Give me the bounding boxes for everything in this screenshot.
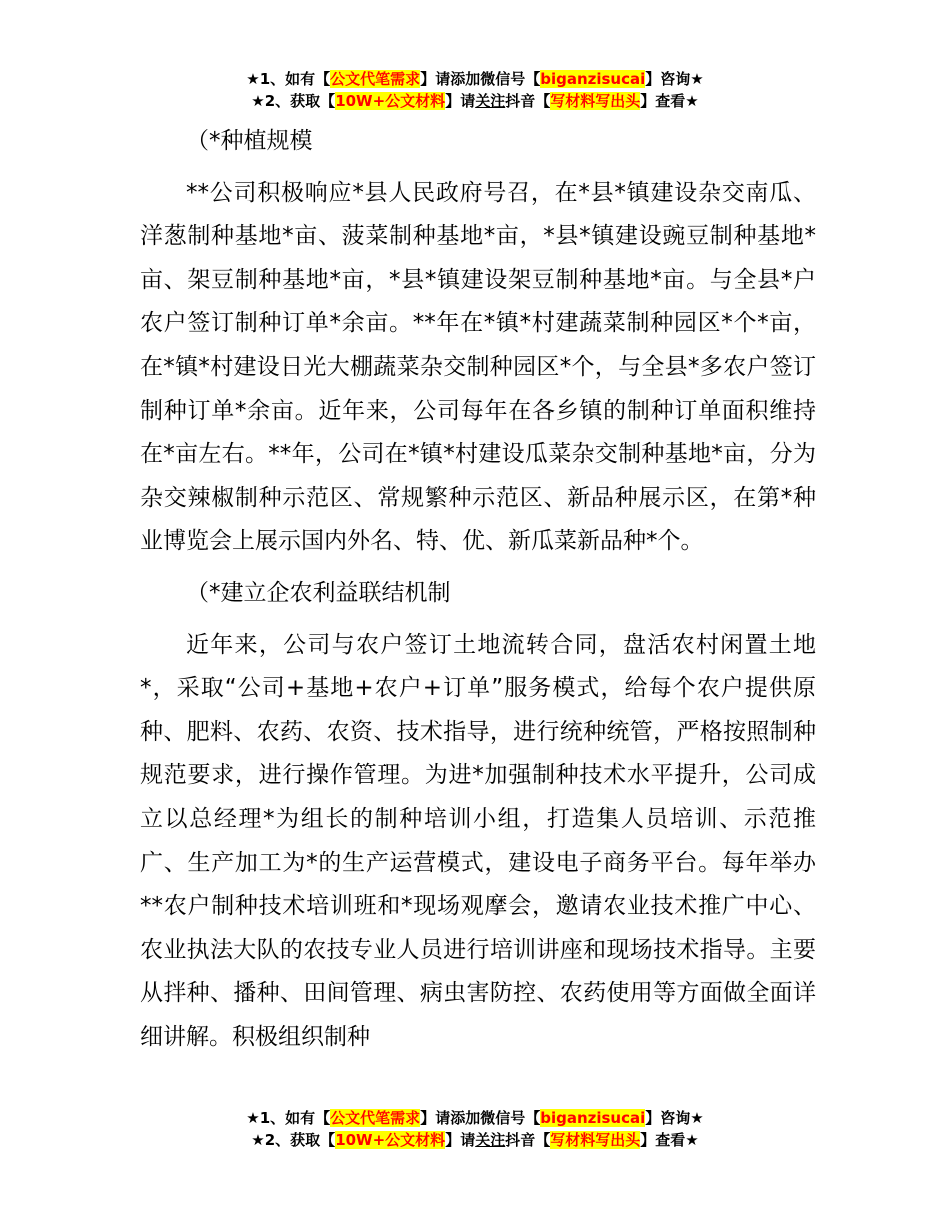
banner-text: 】查看★ bbox=[640, 1131, 699, 1149]
document-body bbox=[140, 120, 816, 1059]
banner-line-2 bbox=[0, 1129, 950, 1151]
banner-text: ★1、如有【 bbox=[246, 70, 331, 88]
banner-highlight: 写材料写出头 bbox=[550, 1131, 641, 1149]
banner-text: 】请 bbox=[445, 1131, 476, 1149]
banner-wechat-id: biganzisucai bbox=[540, 70, 646, 88]
banner-line-1 bbox=[0, 68, 950, 90]
banner-text: ★1、如有【 bbox=[246, 1109, 331, 1127]
banner-text: 】查看★ bbox=[640, 92, 699, 110]
banner-text: 】咨询★ bbox=[645, 70, 704, 88]
banner-underline: 关注 bbox=[475, 92, 506, 110]
banner-highlight: 公文代笔需求 bbox=[330, 1109, 421, 1127]
banner-highlight: 10W+公文材料 bbox=[335, 1131, 446, 1149]
paragraph-2: 近年来，公司与农户签订土地流转合同，盘活农村闲置土地*，采取“公司+基地+农户+订单”服务模式，给每个农户提供原种、肥料、农药、农资、技术指导，进行统种统管，严格按照制种规范要求，进行操作管理。为进*加强制种技术水平提升，公司成立以总经理*为组长的制种培训小组，打造集人员培训、示范推广、生产加工为*的生产运营模式，建设电子商务平台。每年举办**农户制种技术培训班和*现场观摩会，邀请农业技术推广中心、农业执法大队的农技专业人员进行培训讲座和现场技术指导。主要从拌种、播种、田间管理、病虫害防控、农药使用等方面做全面详细讲解。积极组织制种 bbox=[140, 631, 816, 1050]
banner-text: 抖音【 bbox=[505, 92, 551, 110]
banner-wechat-id: biganzisucai bbox=[540, 1109, 646, 1127]
banner-text: 】请添加微信号【 bbox=[420, 70, 541, 88]
banner-text: 】请添加微信号【 bbox=[420, 1109, 541, 1127]
banner-line-2 bbox=[0, 90, 950, 112]
banner-text: 】请 bbox=[445, 92, 476, 110]
banner-text: ★2、获取【 bbox=[251, 1131, 336, 1149]
header-banner bbox=[0, 68, 950, 112]
banner-text: 抖音【 bbox=[505, 1131, 551, 1149]
banner-highlight: 公文代笔需求 bbox=[330, 70, 421, 88]
banner-text: 】咨询★ bbox=[645, 1109, 704, 1127]
paragraph-1: **公司积极响应*县人民政府号召，在*县*镇建设杂交南瓜、洋葱制种基地*亩、菠菜制种基地*亩，*县*镇建设豌豆制种基地*亩、架豆制种基地*亩，*县*镇建设架豆制种基地*亩。与全县*户农户签订制种订单*余亩。**年在*镇*村建蔬菜制种园区*个*亩，在*镇*村建设日光大棚蔬菜杂交制种园区*个，与全县*多农户签订制种订单*余亩。近年来，公司每年在各乡镇的制种订单面积维持在*亩左右。**年，公司在*镇*村建设瓜菜杂交制种基地*亩，分为杂交辣椒制种示范区、常规繁种示范区、新品种展示区，在第*种业博览会上展示国内外名、特、优、新瓜菜新品种*个。 bbox=[140, 179, 816, 555]
banner-highlight: 写材料写出头 bbox=[550, 92, 641, 110]
section-heading-2: （*建立企农利益联结机制 bbox=[186, 579, 451, 606]
banner-text: ★2、获取【 bbox=[251, 92, 336, 110]
section-heading-1: （*种植规模 bbox=[186, 128, 313, 154]
banner-line-1 bbox=[0, 1107, 950, 1129]
footer-banner bbox=[0, 1107, 950, 1151]
banner-highlight: 10W+公文材料 bbox=[335, 92, 446, 110]
banner-underline: 关注 bbox=[475, 1131, 506, 1149]
